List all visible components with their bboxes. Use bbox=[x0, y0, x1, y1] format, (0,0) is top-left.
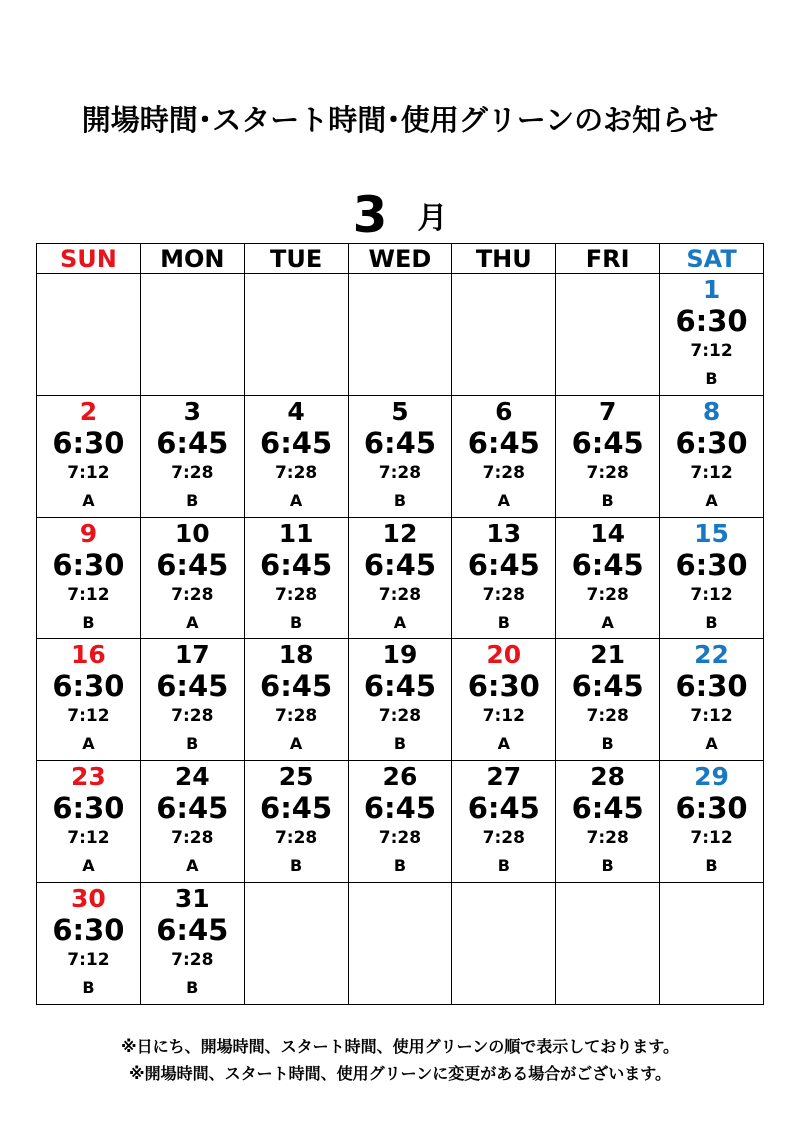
green-label: B bbox=[601, 856, 614, 876]
weekday-header-thu: THU bbox=[452, 244, 556, 274]
green-label: B bbox=[393, 734, 407, 754]
start-time: 7:28 bbox=[378, 584, 422, 605]
day-number: 26 bbox=[382, 762, 418, 792]
day-number: 23 bbox=[71, 762, 106, 792]
calendar-day-cell bbox=[37, 761, 141, 883]
calendar-day-cell bbox=[244, 639, 348, 761]
calendar-day-cell bbox=[660, 761, 764, 883]
day-number: 11 bbox=[278, 518, 314, 548]
weekday-header-sun: SUN bbox=[37, 244, 141, 274]
green-label: A bbox=[289, 490, 303, 510]
start-time: 7:12 bbox=[67, 706, 110, 727]
start-time: 7:28 bbox=[482, 828, 525, 849]
day-number: 3 bbox=[183, 396, 201, 426]
day-cell-content bbox=[349, 396, 452, 515]
page-title: 開場時間･スタート時間･使用グリーンのお知らせ bbox=[81, 103, 719, 137]
calendar-day-cell bbox=[660, 274, 764, 396]
calendar-day-cell bbox=[452, 517, 556, 639]
month-number: 3 bbox=[352, 186, 388, 244]
green-label: B bbox=[601, 490, 614, 510]
green-label: A bbox=[601, 612, 614, 632]
start-time: 7:28 bbox=[586, 828, 629, 849]
green-label: B bbox=[186, 978, 199, 998]
opening-time: 6:45 bbox=[363, 791, 437, 826]
calendar-empty-cell bbox=[556, 883, 660, 1005]
day-cell-content bbox=[141, 639, 244, 758]
opening-time: 6:45 bbox=[156, 547, 229, 582]
opening-time: 6:30 bbox=[52, 913, 125, 948]
day-number: 15 bbox=[694, 518, 729, 548]
calendar-day-cell bbox=[140, 395, 244, 517]
calendar-empty-cell bbox=[140, 274, 244, 396]
opening-time: 6:45 bbox=[260, 547, 333, 582]
day-number: 18 bbox=[278, 640, 314, 670]
day-cell-content bbox=[245, 396, 348, 515]
day-cell-content bbox=[141, 761, 244, 880]
calendar-empty-cell bbox=[452, 274, 556, 396]
start-time: 7:12 bbox=[690, 584, 733, 605]
calendar-day-cell bbox=[140, 761, 244, 883]
day-cell-content bbox=[660, 396, 763, 515]
day-cell-content bbox=[452, 396, 555, 515]
calendar-day-cell bbox=[37, 639, 141, 761]
opening-time: 6:45 bbox=[571, 791, 644, 826]
day-number: 21 bbox=[590, 640, 626, 670]
weekday-header-tue: TUE bbox=[244, 244, 348, 274]
green-label: A bbox=[82, 490, 95, 510]
start-time: 7:28 bbox=[274, 706, 318, 727]
calendar-day-cell bbox=[348, 517, 452, 639]
green-label: B bbox=[497, 856, 510, 876]
green-label: B bbox=[290, 612, 303, 632]
opening-time: 6:45 bbox=[363, 425, 437, 460]
opening-time: 6:45 bbox=[571, 669, 644, 704]
start-time: 7:28 bbox=[171, 950, 214, 971]
green-label: A bbox=[82, 734, 95, 754]
day-number: 8 bbox=[702, 396, 721, 426]
opening-time: 6:45 bbox=[363, 669, 437, 704]
opening-time: 6:30 bbox=[675, 547, 748, 582]
calendar-day-cell bbox=[556, 639, 660, 761]
day-cell-content bbox=[556, 761, 659, 880]
start-time: 7:28 bbox=[274, 828, 318, 849]
calendar-week-row bbox=[37, 761, 764, 883]
calendar-table bbox=[36, 243, 764, 1005]
green-label: A bbox=[186, 612, 199, 632]
calendar-day-cell bbox=[452, 761, 556, 883]
opening-time: 6:45 bbox=[363, 547, 437, 582]
calendar-day-cell bbox=[348, 395, 452, 517]
day-cell-content bbox=[37, 396, 140, 515]
calendar-empty-cell bbox=[348, 274, 452, 396]
opening-time: 6:30 bbox=[52, 425, 125, 460]
calendar-empty-cell bbox=[244, 274, 348, 396]
green-label: B bbox=[290, 856, 303, 876]
opening-time: 6:45 bbox=[467, 547, 540, 582]
green-label: A bbox=[289, 734, 303, 754]
green-label: B bbox=[705, 612, 718, 632]
day-cell-content bbox=[349, 518, 452, 637]
calendar-week-row bbox=[37, 639, 764, 761]
day-number: 30 bbox=[71, 884, 106, 914]
calendar-empty-cell bbox=[556, 274, 660, 396]
start-time: 7:28 bbox=[171, 584, 214, 605]
day-cell-content bbox=[245, 639, 348, 758]
day-cell-content bbox=[349, 761, 452, 880]
weekday-header-sat: SAT bbox=[660, 244, 764, 274]
calendar-empty-cell bbox=[348, 883, 452, 1005]
opening-time: 6:30 bbox=[675, 425, 748, 460]
start-time: 7:12 bbox=[690, 462, 733, 483]
day-cell-content bbox=[452, 761, 555, 880]
calendar-empty-cell bbox=[37, 274, 141, 396]
calendar-day-cell bbox=[348, 761, 452, 883]
start-time: 7:28 bbox=[482, 584, 525, 605]
start-time: 7:28 bbox=[274, 584, 318, 605]
opening-time: 6:30 bbox=[467, 669, 540, 704]
calendar-day-cell bbox=[556, 761, 660, 883]
calendar-day-cell bbox=[556, 517, 660, 639]
green-label: B bbox=[705, 856, 718, 876]
opening-time: 6:45 bbox=[156, 669, 229, 704]
day-cell-content bbox=[556, 639, 659, 758]
day-number: 27 bbox=[486, 762, 522, 792]
opening-time: 6:45 bbox=[260, 791, 333, 826]
opening-time: 6:30 bbox=[675, 791, 748, 826]
weekday-header-fri: FRI bbox=[556, 244, 660, 274]
green-label: B bbox=[393, 490, 407, 510]
start-time: 7:12 bbox=[690, 341, 733, 361]
day-number: 2 bbox=[79, 396, 98, 426]
footnote-order: ※日にち、開場時間、スタート時間、使用グリーンの順で表示しております。 bbox=[121, 1037, 679, 1056]
calendar-day-cell bbox=[660, 395, 764, 517]
day-cell-content bbox=[660, 274, 763, 393]
weekday-header-wed: WED bbox=[348, 244, 452, 274]
day-cell-content bbox=[141, 396, 244, 515]
opening-time: 6:45 bbox=[571, 547, 644, 582]
opening-time: 6:45 bbox=[571, 425, 644, 460]
day-number: 16 bbox=[71, 640, 106, 670]
start-time: 7:28 bbox=[378, 828, 422, 849]
calendar-day-cell bbox=[140, 883, 244, 1005]
start-time: 7:12 bbox=[67, 462, 110, 483]
calendar-day-cell bbox=[37, 395, 141, 517]
start-time: 7:12 bbox=[67, 828, 110, 849]
start-time: 7:28 bbox=[274, 462, 318, 483]
day-cell-content bbox=[660, 639, 763, 758]
day-cell-content bbox=[452, 518, 555, 637]
start-time: 7:12 bbox=[482, 706, 525, 727]
start-time: 7:12 bbox=[690, 828, 733, 849]
day-cell-content bbox=[37, 639, 140, 758]
weekday-header-row bbox=[37, 244, 764, 274]
day-cell-content bbox=[452, 639, 555, 758]
day-number: 9 bbox=[79, 518, 98, 548]
green-label: A bbox=[393, 612, 407, 632]
green-label: A bbox=[705, 490, 718, 510]
day-cell-content bbox=[141, 518, 244, 637]
start-time: 7:28 bbox=[586, 706, 629, 727]
start-time: 7:28 bbox=[378, 706, 422, 727]
start-time: 7:28 bbox=[171, 828, 214, 849]
green-label: A bbox=[82, 856, 95, 876]
day-number: 29 bbox=[694, 762, 729, 792]
calendar-day-cell bbox=[37, 883, 141, 1005]
day-number: 31 bbox=[174, 884, 210, 914]
month-unit: 月 bbox=[417, 201, 448, 236]
opening-time: 6:30 bbox=[52, 547, 125, 582]
day-cell-content bbox=[141, 883, 244, 1002]
calendar-week-row bbox=[37, 517, 764, 639]
day-cell-content bbox=[660, 761, 763, 880]
calendar-day-cell bbox=[140, 639, 244, 761]
day-number: 24 bbox=[174, 762, 210, 792]
start-time: 7:12 bbox=[690, 706, 733, 727]
day-cell-content bbox=[37, 761, 140, 880]
day-number: 13 bbox=[486, 518, 522, 548]
calendar-empty-cell bbox=[452, 883, 556, 1005]
day-number: 10 bbox=[174, 518, 210, 548]
start-time: 7:28 bbox=[171, 706, 214, 727]
day-cell-content bbox=[349, 639, 452, 758]
start-time: 7:28 bbox=[378, 462, 422, 483]
calendar-day-cell bbox=[140, 517, 244, 639]
calendar-body bbox=[37, 274, 764, 1005]
day-number: 5 bbox=[391, 396, 409, 426]
start-time: 7:12 bbox=[67, 950, 110, 971]
opening-time: 6:45 bbox=[156, 425, 229, 460]
start-time: 7:28 bbox=[171, 462, 214, 483]
calendar-day-cell bbox=[660, 639, 764, 761]
day-number: 7 bbox=[598, 396, 617, 426]
day-number: 17 bbox=[174, 640, 210, 670]
green-label: B bbox=[705, 369, 718, 388]
opening-time: 6:45 bbox=[260, 669, 333, 704]
green-label: B bbox=[186, 490, 199, 510]
day-number: 4 bbox=[287, 396, 305, 426]
opening-time: 6:30 bbox=[675, 304, 748, 338]
day-cell-content bbox=[245, 518, 348, 637]
day-number: 19 bbox=[382, 640, 418, 670]
calendar-day-cell bbox=[452, 395, 556, 517]
day-number: 20 bbox=[486, 640, 522, 670]
weekday-header-mon: MON bbox=[140, 244, 244, 274]
calendar-day-cell bbox=[244, 517, 348, 639]
opening-time: 6:30 bbox=[675, 669, 748, 704]
opening-time: 6:45 bbox=[260, 425, 333, 460]
start-time: 7:28 bbox=[586, 462, 629, 483]
green-label: B bbox=[82, 978, 95, 998]
opening-time: 6:30 bbox=[52, 791, 125, 826]
calendar-day-cell bbox=[452, 639, 556, 761]
calendar-week-row bbox=[37, 395, 764, 517]
green-label: B bbox=[82, 612, 95, 632]
day-cell-content bbox=[37, 883, 140, 1002]
day-number: 1 bbox=[702, 275, 721, 304]
day-number: 22 bbox=[694, 640, 729, 670]
green-label: A bbox=[186, 856, 199, 876]
green-label: A bbox=[705, 734, 718, 754]
day-number: 28 bbox=[590, 762, 626, 792]
opening-time: 6:30 bbox=[52, 669, 125, 704]
green-label: B bbox=[497, 612, 510, 632]
day-cell-content bbox=[556, 518, 659, 637]
opening-time: 6:45 bbox=[156, 791, 229, 826]
calendar-day-cell bbox=[660, 517, 764, 639]
calendar-week-row bbox=[37, 274, 764, 396]
opening-time: 6:45 bbox=[467, 791, 540, 826]
green-label: A bbox=[497, 490, 510, 510]
calendar-day-cell bbox=[244, 395, 348, 517]
day-cell-content bbox=[37, 518, 140, 637]
day-cell-content bbox=[245, 761, 348, 880]
calendar-day-cell bbox=[348, 639, 452, 761]
green-label: B bbox=[186, 734, 199, 754]
day-number: 25 bbox=[278, 762, 314, 792]
start-time: 7:28 bbox=[482, 462, 525, 483]
opening-time: 6:45 bbox=[467, 425, 540, 460]
green-label: B bbox=[393, 856, 407, 876]
calendar-day-cell bbox=[556, 395, 660, 517]
green-label: A bbox=[497, 734, 510, 754]
month-heading bbox=[0, 186, 800, 244]
green-label: B bbox=[601, 734, 614, 754]
calendar-empty-cell bbox=[244, 883, 348, 1005]
day-number: 14 bbox=[590, 518, 626, 548]
calendar-day-cell bbox=[37, 517, 141, 639]
day-number: 12 bbox=[382, 518, 418, 548]
calendar-empty-cell bbox=[660, 883, 764, 1005]
opening-time: 6:45 bbox=[156, 913, 229, 948]
start-time: 7:28 bbox=[586, 584, 629, 605]
day-cell-content bbox=[556, 396, 659, 515]
start-time: 7:12 bbox=[67, 584, 110, 605]
calendar-day-cell bbox=[244, 761, 348, 883]
day-number: 6 bbox=[495, 396, 513, 426]
calendar-week-row bbox=[37, 883, 764, 1005]
footnote-changes: ※開場時間、スタート時間、使用グリーンに変更がある場合がございます。 bbox=[129, 1064, 671, 1083]
day-cell-content bbox=[660, 518, 763, 637]
